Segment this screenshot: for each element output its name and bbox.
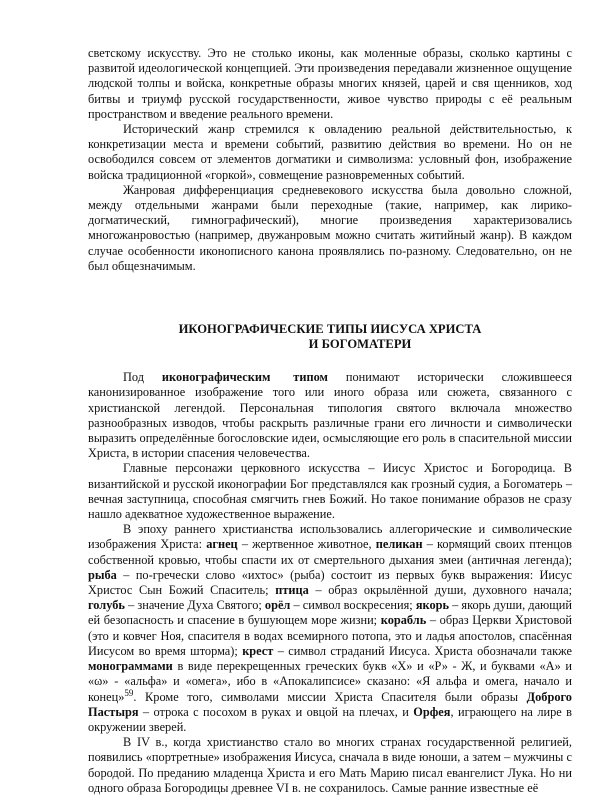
- section-heading: [88, 322, 572, 351]
- p4-text-2: понимают исторически сложившееся канонизированное изображение того или иного образа или сюжета, связанного с христианской легендой. Персональная типология святого включала множество разнообразных изводов, чтобы раскрыть различные грани его личности и символически выразить определённые богословские идеи, осмысляющие его роль в спасительной миссии Христа, в истории спасения человечества.: [88, 370, 572, 461]
- term-orfey: Орфея: [413, 704, 451, 719]
- p6-text: – жертвенное животное,: [241, 537, 372, 552]
- p6-text: – значение Духа Святого;: [128, 598, 262, 613]
- term-korabl: корабль: [380, 613, 427, 628]
- term-agnets: агнец: [206, 537, 238, 552]
- term-dobry-pastyr: Доброго Пастыря: [88, 689, 572, 719]
- p6-text: – символ воскресения;: [293, 598, 413, 613]
- paragraph-2: Исторический жанр стремился к овладению реальной действительностью, к конкретизации места и времени событий, развитию действия во времени. Но он не освободился совсем от элементов догматики и символизма: условный фон, изображение войска традиционной «горкой», совмещение разновременных событий.: [88, 122, 572, 182]
- p6-text: – кормящий своих птенцов собственной кровью, чтобы спасти их от смертельного дыхания змеи (античная легенда);: [88, 537, 572, 567]
- term-krest: крест: [242, 643, 274, 658]
- heading-line-1: ИКОНОГРАФИЧЕСКИЕ ТИПЫ ИИСУСА ХРИСТА: [178, 322, 482, 337]
- p6-text: – по-гречески слово «ихтос» (рыба) состоит из первых букв выражения: Иисус Христос Сын Божий Спаситель;: [88, 567, 572, 598]
- paragraph-7: В IV в., когда христианство стало во многих странах государственной религией, появились «портретные» изображения Иисуса, сначала в виде юноши, а затем – мужчины с бородой. По преданию младенца Христа и его Мать Марию писал евангелист Лука. Но ни одного образа Богородицы древнее VI в. не сохранилось. Самые ранние известные её: [88, 735, 572, 795]
- term-oryol: орёл: [264, 598, 291, 613]
- p6-text: , играющего на лире в окружении зверей.: [88, 704, 572, 734]
- p6-text: – якорь души, дающий ей безопасность и спасение в бушующем море жизни;: [88, 598, 572, 628]
- p6-text: – образ окрылённой души, духовного начала;: [315, 583, 572, 598]
- p6-text: – символ страданий Иисуса. Христа обозначали также: [277, 643, 572, 658]
- paragraph-4: [88, 370, 572, 461]
- term-golub: голубь: [88, 598, 125, 613]
- term-yakor: якорь: [415, 598, 450, 613]
- p6-text: в виде перекрещенных греческих букв «Х» и «Р» - Ж, и буквами «А» и «ω» - «альфа» и «омега», ибо в «Апокалипсисе» сказано: «Я альфа и омега, начало и конец»: [88, 659, 572, 704]
- paragraph-6: [88, 522, 572, 735]
- footnote-ref-59[interactable]: 59: [124, 687, 134, 698]
- term-monogrammy: монограммами: [88, 659, 173, 674]
- term-ptitsa: птица: [275, 583, 309, 598]
- p6-text: – образ Церкви Христовой (это и ковчег Ноя, спасителя в водах всемирного потопа, это и ладья апостолов, спасённая Иисусом во время шторма);: [88, 613, 572, 658]
- paragraph-5: Главные персонажи церковного искусства – Иисус Христос и Богородица. В византийской и русской иконографии Бог представлялся как грозный судия, а Богоматерь – вечная заступница, способная смягчить гнев Божий. Но такое понимание образов не сразу нашло адекватное художественное выражение.: [88, 461, 572, 522]
- heading-line-2: И БОГОМАТЕРИ: [308, 336, 412, 351]
- p6-text: – отрока с посохом в руках и овцой на плечах, и: [142, 704, 409, 719]
- paragraph-1: светскому искусству. Это не столько иконы, как моленные образы, сколько картины с развитой идеологической концепцией. Эти произведения передавали жизненное ощущение людской толпы и войска, конкретные образы многих князей, царей и свя щенников, ход битвы и триумф русской государственности, живое чувство природы с её реальным пространством и введение реального времени.: [88, 46, 572, 121]
- p6-text: В эпоху раннего христианства использовались аллегорические и символические изображения Христа:: [88, 522, 572, 552]
- term-pelikan: пеликан: [375, 537, 423, 552]
- term-ryba: рыба: [88, 567, 117, 582]
- p6-text: . Кроме того, символами миссии Христа Спасителя были образы: [133, 689, 519, 704]
- term-iconographic-type: иконографическим типом: [161, 370, 328, 385]
- paragraph-3: Жанровая дифференциация средневекового искусства была довольно сложной, между отдельными жанрами были переходные (такие, например, как лирико-догматический, гимнографический), многие произведения характеризовались многожанровостью (например, двужанровым можно считать житийный жанр). В каждом случае особенности иконописного канона проявлялись по-разному. Следовательно, он не был общезначимым.: [88, 182, 572, 273]
- p4-text-1: Под: [123, 370, 145, 385]
